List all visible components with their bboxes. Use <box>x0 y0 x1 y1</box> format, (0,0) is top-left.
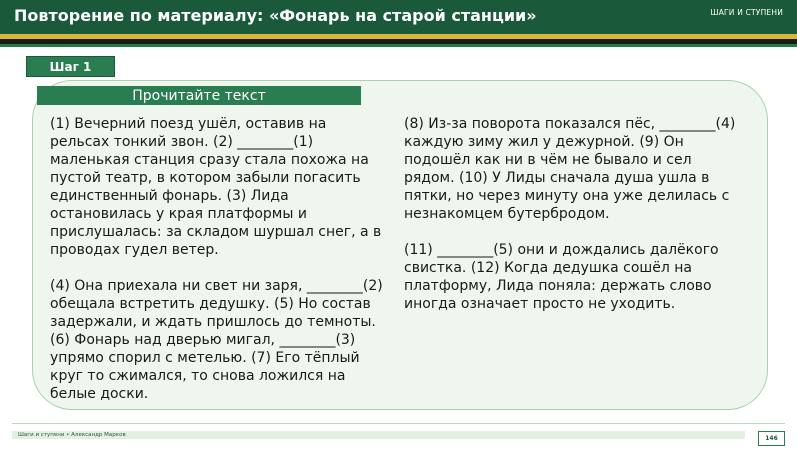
header-bar <box>0 0 797 34</box>
brand-label: ШАГИ И СТУПЕНИ <box>710 8 783 17</box>
footer-credit: Шаги и ступени • Александр Марков <box>18 432 126 438</box>
text-paragraph: (8) Из-за поворота показался пёс, ________(4) каждую зиму жил у дежурной. (9) Он подошёл как ни в чём не бывало и сел рядом. (10) У Лиды сначала душа ушла в пятки, но через минуту она уже делилась с незнакомцем бутербродом. <box>404 116 736 222</box>
instruction-banner: Прочитайте текст <box>37 86 361 105</box>
text-paragraph: (11) ________(5) они и дождались далёкого свистка. (12) Когда дедушка сошёл на платформу, Лида поняла: держать слово иногда означает просто не уходить. <box>404 242 719 312</box>
footer-divider <box>12 423 785 424</box>
text-column-left <box>50 115 390 421</box>
page-number: 146 <box>758 431 785 446</box>
header-stripe-green <box>0 44 797 47</box>
page-title: Повторение по материалу: «Фонарь на старой станции» <box>14 6 537 25</box>
text-paragraph: (4) Она приехала ни свет ни заря, ________(2) обещала встретить дедушку. (5) Но состав задержали, и ждать пришлось до темноты. (6) Фонарь над дверью мигал, ________(3) упрямо спорил с метелью. (7) Его тёплый круг то сжимался, то снова ложился на белые доски. <box>50 278 383 402</box>
text-paragraph: (1) Вечерний поезд ушёл, оставив на рельсах тонкий звон. (2) ________(1) маленькая станция сразу стала похожа на пустой театр, в котором забыли погасить единственный фонарь. (3) Лида остановилась у края платформы и прислушалась: за складом шуршал снег, а в проводах гудел ветер. <box>50 116 382 258</box>
text-column-right <box>404 115 744 331</box>
step-badge: Шаг 1 <box>26 56 115 77</box>
